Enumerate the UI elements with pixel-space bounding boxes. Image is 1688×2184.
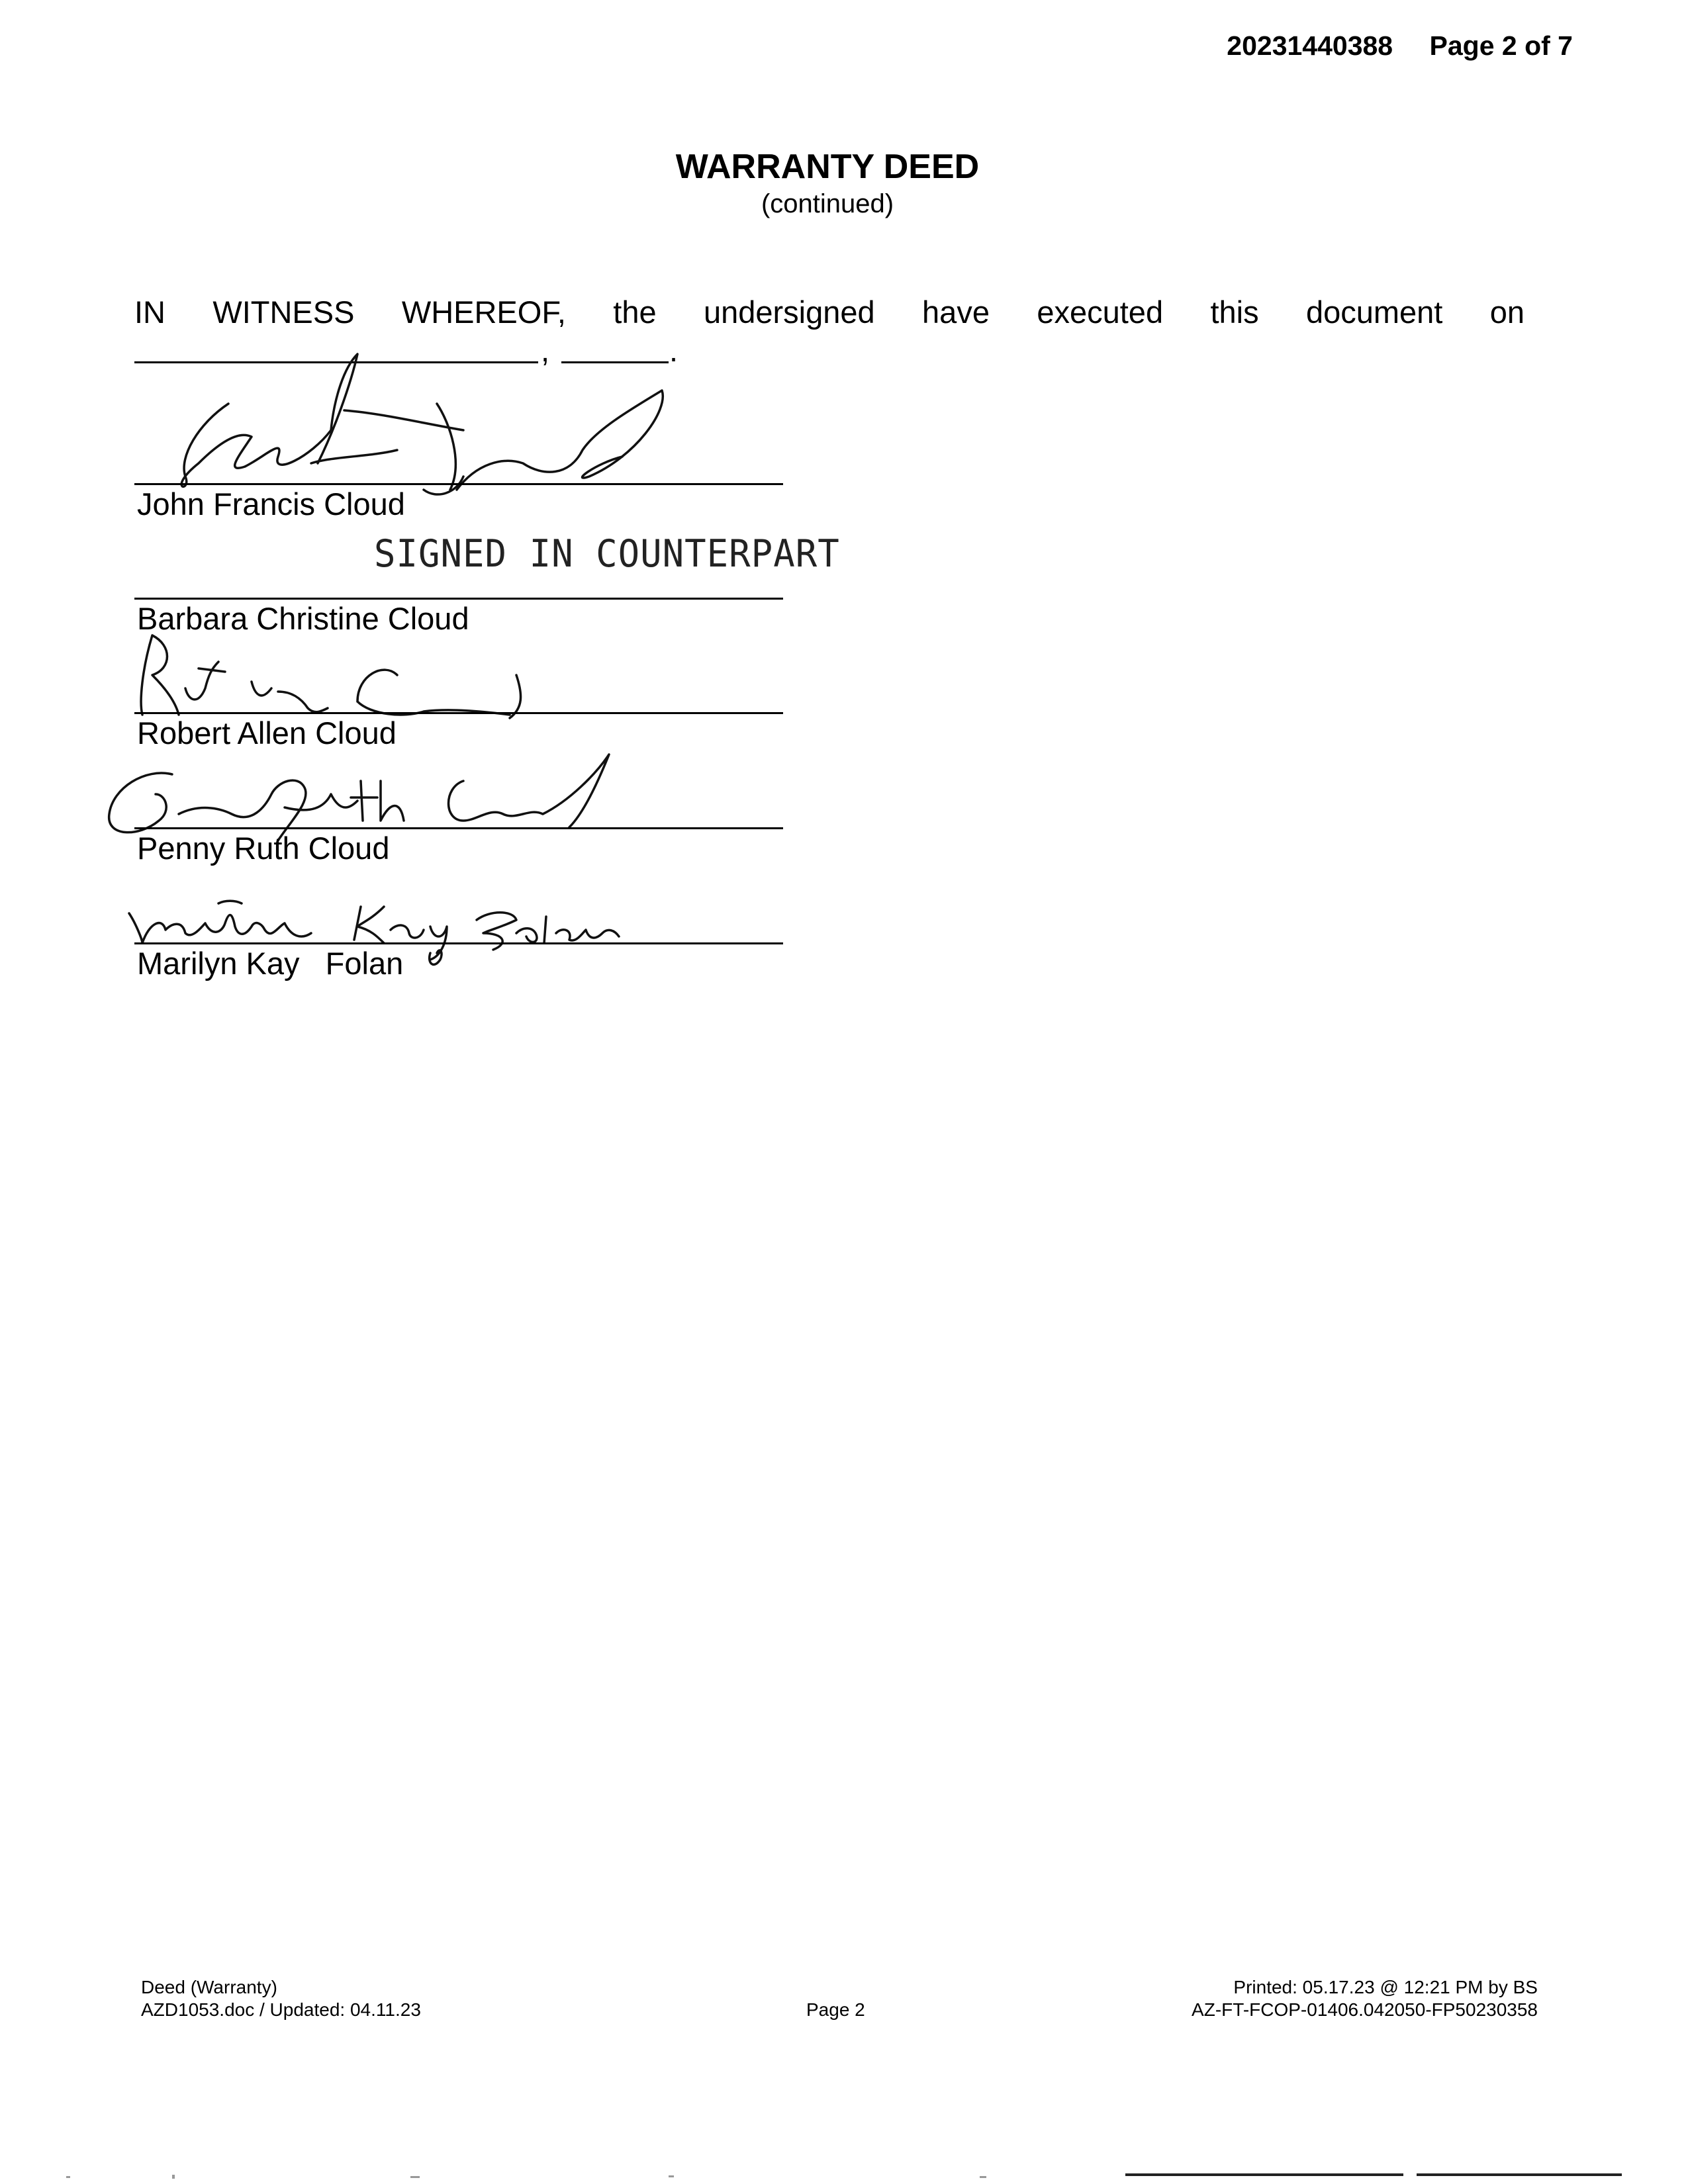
document-title: WARRANTY DEED — [675, 148, 980, 186]
document-subtitle: (continued) — [761, 189, 894, 218]
footer-file-reference: AZ-FT-FCOP-01406.042050-FP50230358 — [1192, 1999, 1538, 2020]
date-comma: , — [541, 333, 550, 368]
footer-left — [141, 1976, 421, 2021]
signer-name: Penny Ruth Cloud — [137, 831, 390, 866]
date-period: . — [669, 333, 679, 368]
signature-line — [134, 827, 783, 829]
footer-page-number: Page 2 — [806, 1999, 865, 2020]
footer-document-type: Deed (Warranty) — [141, 1977, 277, 1997]
scan-edge-artifacts — [0, 2171, 1688, 2184]
footer-form-version: AZD1053.doc / Updated: 04.11.23 — [141, 1999, 421, 2020]
signer-block-robert-allen-cloud — [134, 712, 783, 785]
witness-word: on — [1489, 295, 1524, 330]
witness-word: IN — [134, 295, 165, 330]
signature-line — [134, 712, 783, 714]
signature-line — [134, 598, 783, 600]
signer-name: Barbara Christine Cloud — [137, 601, 469, 636]
witness-word: executed — [1037, 295, 1164, 330]
witness-word: this — [1210, 295, 1259, 330]
signature-line — [134, 942, 783, 944]
witness-word: document — [1305, 295, 1443, 330]
signer-name: Marilyn Kay Folan — [137, 946, 404, 981]
footer-printed-info: Printed: 05.17.23 @ 12:21 PM by BS — [1233, 1977, 1538, 1997]
signer-block-marilyn-kay-folan — [134, 942, 783, 1015]
signer-block-penny-ruth-cloud — [134, 827, 783, 900]
signature-john-francis-cloud — [181, 354, 663, 494]
signature-line — [134, 483, 783, 485]
signer-block-barbara-christine-cloud — [134, 598, 783, 670]
recording-number: 20231440388 — [1227, 30, 1393, 61]
witness-word: undersigned — [703, 295, 875, 330]
signed-in-counterpart-stamp: SIGNED IN COUNTERPART — [374, 531, 840, 576]
witness-word: the — [613, 295, 657, 330]
signer-name: John Francis Cloud — [137, 486, 405, 522]
witness-word: have — [922, 295, 990, 330]
page-indicator: Page 2 of 7 — [1429, 30, 1573, 61]
signer-name: Robert Allen Cloud — [137, 715, 397, 751]
witness-word: WHEREOF, — [401, 295, 566, 330]
footer-right — [1192, 1976, 1538, 2021]
witness-word: WITNESS — [212, 295, 355, 330]
